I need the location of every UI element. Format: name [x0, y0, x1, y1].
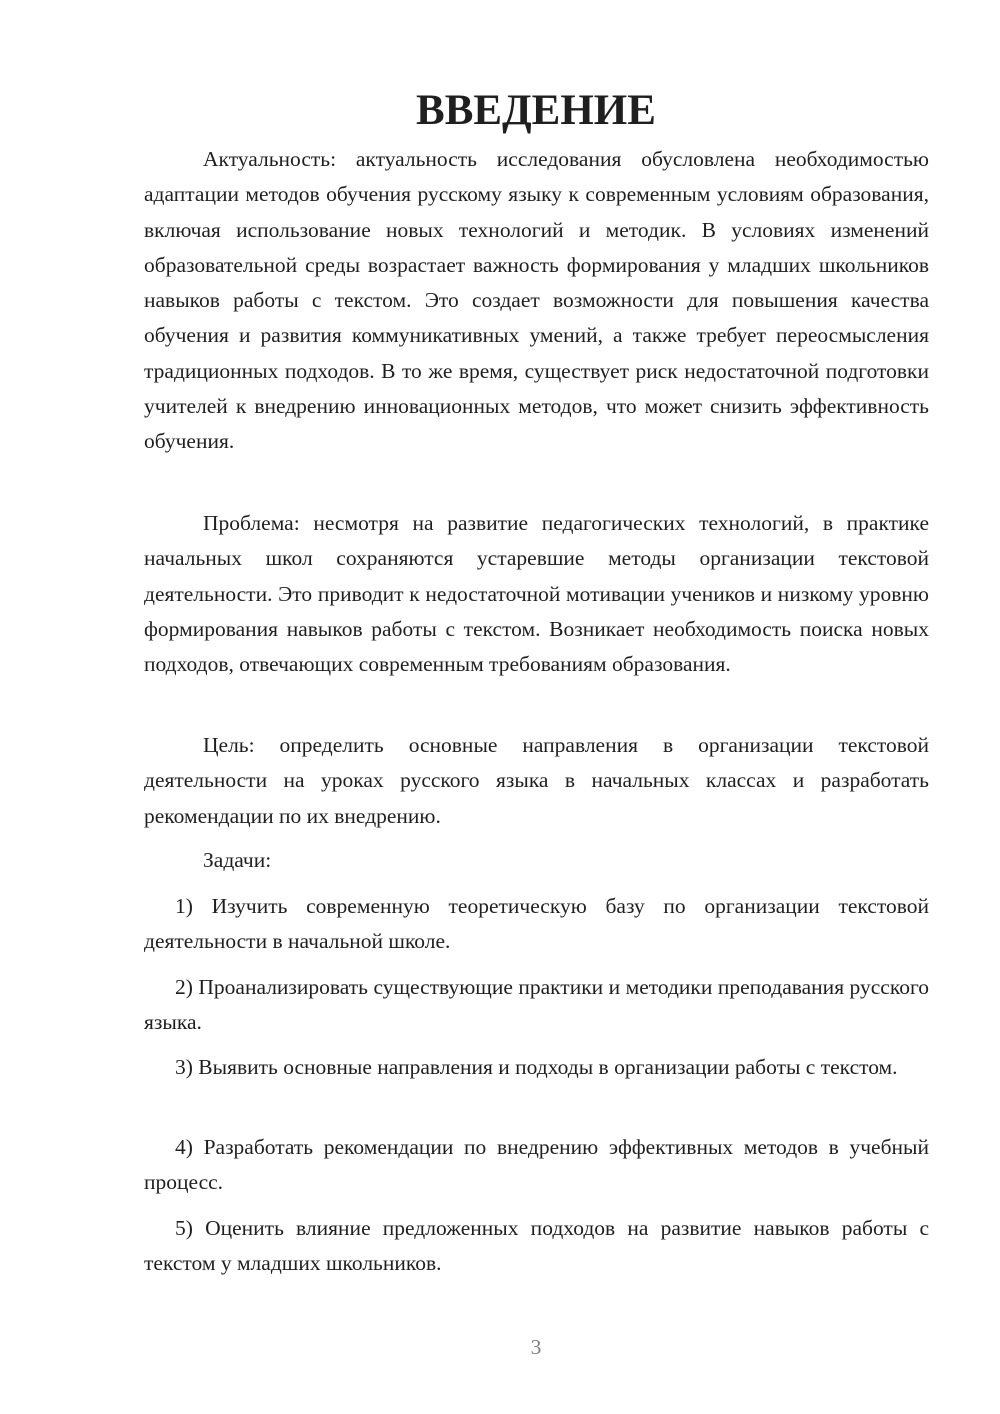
task-item-1: 1) Изучить современную теоретическую базу по организации текстовой деятельности в начальной школе. — [144, 894, 929, 954]
task-item-5: 5) Оценить влияние предложенных подходов на развитие навыков работы с текстом у младших школьников. — [144, 1216, 929, 1276]
tasks-label: Задачи: — [203, 848, 272, 872]
paragraph-problem: Проблема: несмотря на развитие педагогических технологий, в практике начальных школ сохраняются устаревшие методы организации текстовой деятельности. Это приводит к недостаточной мотивации учеников и низкому уровню формирования навыков работы с текстом. Возникает необходимость поиска новых подходов, отвечающих современным требованиям образования. — [144, 511, 929, 677]
section-title: ВВЕДЕНИЕ — [416, 87, 656, 134]
page-number: 3 — [530, 1335, 542, 1359]
task-item-3: 3) Выявить основные направления и подходы в организации работы с текстом. — [175, 1055, 898, 1079]
task-item-2: 2) Проанализировать существующие практики и методики преподавания русского языка. — [144, 975, 929, 1035]
task-item-4: 4) Разработать рекомендации по внедрению эффективных методов в учебный процесс. — [144, 1135, 929, 1195]
paragraph-relevance: Актуальность: актуальность исследования обусловлена необходимостью адаптации методов обучения русскому языку к современным условиям образования, включая использование новых технологий и методик. В условиях изменений образовательной среды возрастает важность формирования у младших школьников навыков работы с текстом. Это создает возможности для повышения качества обучения и развития коммуникативных умений, а также требует переосмысления традиционных подходов. В то же время, существует риск недостаточной подготовки учителей к внедрению инновационных методов, что может снизить эффективность обучения. — [144, 147, 929, 454]
paragraph-goal: Цель: определить основные направления в организации текстовой деятельности на уроках русского языка в начальных классах и разработать рекомендации по их внедрению. — [144, 733, 929, 828]
